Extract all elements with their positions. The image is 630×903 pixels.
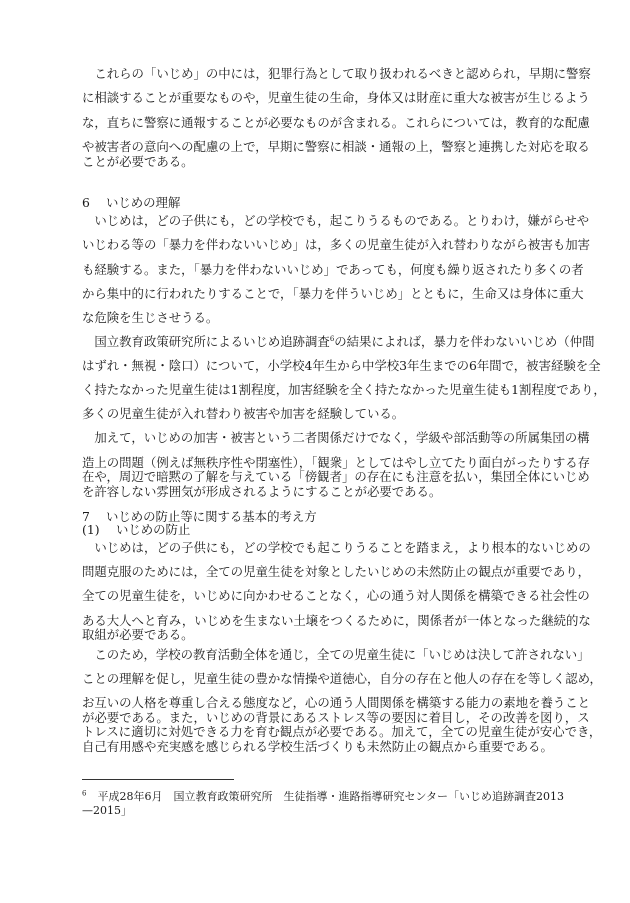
subsection-1-heading [82, 522, 190, 538]
section-7-line: ある大人へと育み，いじめを生まない土壌をつくるために，関係者が一体となった継続的な [82, 613, 591, 628]
footnote-text: 平成28年6月 国立教育政策研究所 生徒指導・進路指導研究センター「いじめ追跡調査2013 [97, 790, 565, 803]
section-6-line-with-footnote [82, 334, 595, 350]
section-6-heading [82, 195, 180, 211]
section-6-line: 造上の問題（例えば無秩序性や閉塞性），「観衆」としてはやし立てたり面白がったりする存 [82, 455, 591, 470]
section-6-title: いじめの理解 [106, 195, 181, 210]
section-6-line: はずれ・無視・陰口）について，小学校4年生から中学校3年生までの6年間で，被害経験を全 [82, 358, 601, 373]
section-6-line: な危険を生じさせうる。 [82, 310, 219, 325]
section-7-line: いじめは，どの子供にも，どの学校でも起こりうることを踏まえ，より根本的ないじめの [82, 540, 591, 555]
subsection-1-number: (1) [82, 522, 100, 537]
footnote-divider [82, 779, 234, 780]
intro-line: や被害者の意向への配慮の上で，早期に警察に相談・通報の上，警察と連携した対応を取る [82, 139, 590, 154]
section-6-line: を許容しない雰囲気が形成されるようにすることが必要である。 [82, 484, 442, 499]
footnote-mark: 6 [82, 789, 87, 798]
section-6-line: 加えて，いじめの加害・被害という二者関係だけでなく，学級や部活動等の所属集団の構 [82, 430, 590, 445]
section-7-line: トレスに適切に対処できる力を育む観点が必要である。加えて，全ての児童生徒が安心でき， [82, 724, 602, 739]
section-7-line: お互いの人格を尊重し合える態度など，心の通う人間関係を構築する能力の素地を養うこと [82, 695, 591, 710]
subsection-1-title: いじめの防止 [116, 522, 191, 537]
intro-line: な，直ちに警察に通報することが必要なものが含まれる。これらについては，教育的な配慮 [82, 115, 590, 130]
section-7-number: 7 [82, 509, 90, 524]
footnote-reference[interactable]: 6 [329, 334, 335, 343]
footnote-line [82, 789, 564, 804]
para-text: の結果によれば，暴力を伴わないいじめ（仲間 [334, 334, 595, 349]
section-7-line: 自己有用感や充実感を感じられる学校生活づくりも未然防止の観点から重要である。 [82, 739, 553, 754]
para-text: 国立教育政策研究所によるいじめ追跡調査 [82, 334, 330, 349]
intro-line: に相談することが重要なものや，児童生徒の生命，身体又は財産に重大な被害が生じるよう [82, 90, 590, 105]
section-7-line: 取組が必要である。 [82, 627, 194, 642]
section-7-line: 問題克服のためには，全ての児童生徒を対象としたいじめの未然防止の観点が重要であり， [82, 564, 591, 579]
intro-line: これらの「いじめ」の中には，犯罪行為として取り扱われるべきと認められ，早期に警察 [82, 66, 591, 81]
section-6-line: も経験する。また，「暴力を伴わないいじめ」であっても，何度も繰り返されたり多くの者 [82, 262, 584, 277]
intro-line: ことが必要である。 [82, 154, 194, 169]
section-6-line: いじわる等の「暴力を伴わないいじめ」は，多くの児童生徒が入れ替わりながら被害も加害 [82, 237, 591, 252]
section-7-line: 全ての児童生徒を，いじめに向かわせることなく，心の通う対人関係を構築できる社会性の [82, 588, 590, 603]
section-7-line: ことの理解を促し，児童生徒の豊かな情操や道徳心，自分の存在と他人の存在を等しく認め， [82, 671, 602, 686]
section-6-line: く持たなかった児童生徒は1割程度，加害経験を全く持たなかった児童生徒も1割程度であり， [82, 382, 606, 397]
section-6-line: 多くの児童生徒が入れ替わり被害や加害を経験している。 [82, 406, 405, 421]
section-6-line: いじめは，どの子供にも，どの学校でも，起こりうるものである。とりわけ，嫌がらせや [82, 213, 590, 228]
section-7-line: このため，学校の教育活動全体を通じ，全ての児童生徒に「いじめは決して許されない」 [82, 647, 590, 662]
section-7-title: いじめの防止等に関する基本的考え方 [106, 509, 317, 524]
footnote-line: —2015」 [82, 804, 132, 817]
section-6-line: から集中的に行われたりすることで，「暴力を伴ういじめ」とともに，生命又は身体に重大 [82, 286, 584, 301]
section-7-line: が必要である。また，いじめの背景にあるストレス等の要因に着目し，その改善を図り，ス [82, 710, 590, 725]
section-6-number: 6 [82, 195, 90, 210]
section-6-line: 在や，周辺で暗黙の了解を与えている「傍観者」の存在にも注意を払い，集団全体にいじめ [82, 469, 590, 484]
